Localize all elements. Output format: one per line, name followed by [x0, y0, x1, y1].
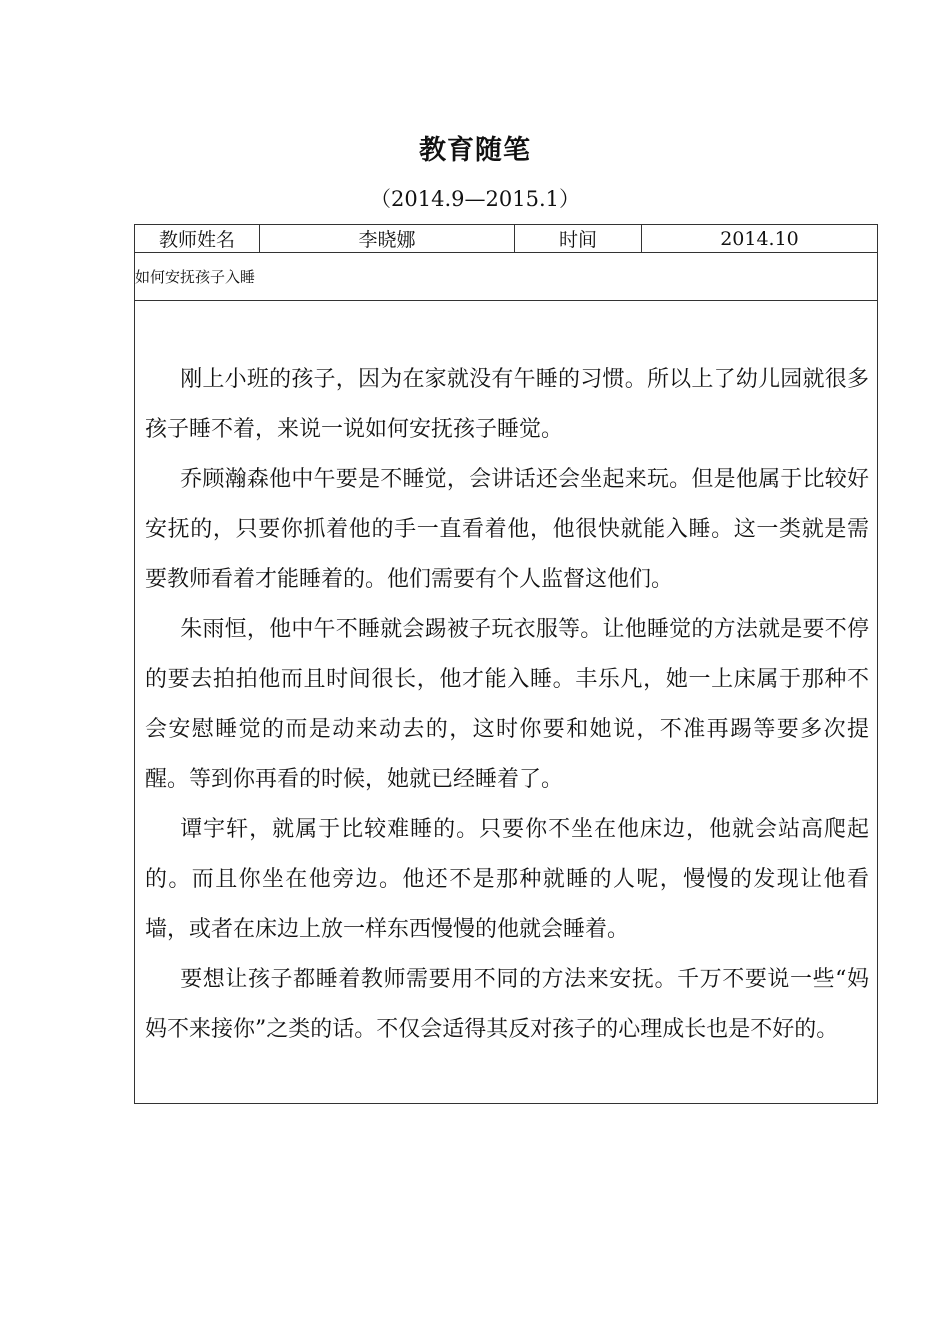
teacher-name-cell: 李晓娜	[260, 225, 515, 253]
document-period: （2014.9—2015.1）	[370, 187, 580, 211]
essay-paragraph: 刚上小班的孩子，因为在家就没有午睡的习惯。所以上了幼儿园就很多孩子睡不着，来说一说如何安抚孩子睡觉。	[145, 367, 869, 442]
document-title: 教育随笔	[419, 135, 531, 166]
essay-paragraph: 谭宇轩，就属于比较难睡的。只要你不坐在他床边，他就会站高爬起的。而且你坐在他旁边。他还不是那种就睡的人呢，慢慢的发现让他看墙，或者在床边上放一样东西慢慢的他就会睡着。	[145, 817, 869, 942]
teacher-label-cell: 教师姓名	[135, 225, 260, 253]
essay-paragraph: 要想让孩子都睡着教师需要用不同的方法来安抚。千万不要说一些“妈妈不来接你”之类的话。不仅会适得其反对孩子的心理成长也是不好的。	[145, 967, 869, 1042]
body-cell	[135, 301, 878, 1104]
essay-body	[135, 349, 877, 1055]
essay-record-table	[134, 224, 878, 1104]
time-value-cell: 2014.10	[642, 225, 878, 253]
body-row	[135, 301, 878, 1104]
essay-paragraph: 乔顾瀚森他中午要是不睡觉，会讲话还会坐起来玩。但是他属于比较好安抚的，只要你抓着他的手一直看着他，他很快就能入睡。这一类就是需要教师看着才能睡着的。他们需要有个人监督这他们。	[145, 467, 869, 592]
time-label-cell: 时间	[515, 225, 642, 253]
topic-row	[135, 253, 878, 301]
topic-cell: 如何安抚孩子入睡	[135, 253, 878, 301]
essay-paragraph: 朱雨恒，他中午不睡就会踢被子玩衣服等。让他睡觉的方法就是要不停的要去拍拍他而且时间很长，他才能入睡。丰乐凡，她一上床属于那种不会安慰睡觉的而是动来动去的，这时你要和她说，不准再踢等要多次提醒。等到你再看的时候，她就已经睡着了。	[145, 617, 869, 792]
header-row	[135, 225, 878, 253]
